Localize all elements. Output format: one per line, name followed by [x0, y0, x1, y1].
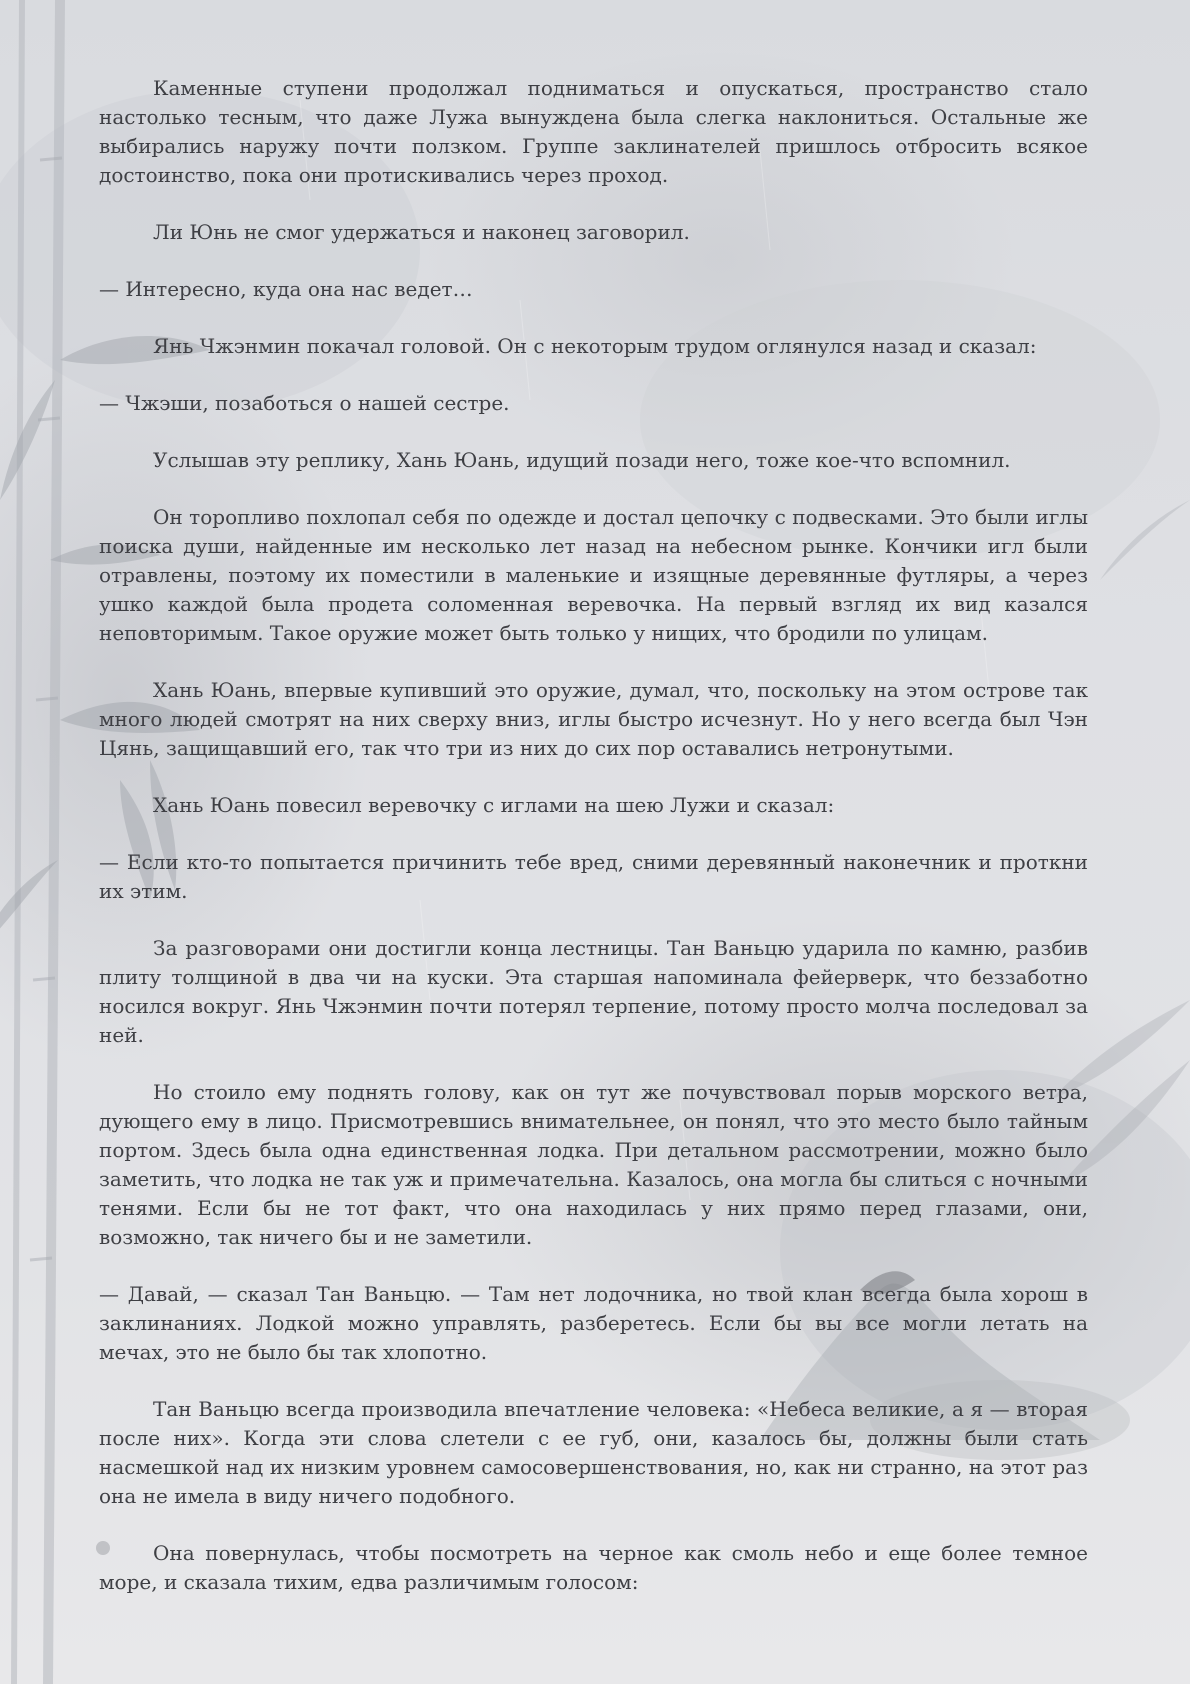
dialogue-line: — Если кто-то попытается причинить тебе вред, сними деревянный наконечник и проткни их этим.	[99, 850, 1088, 903]
dialogue-line: — Интересно, куда она нас ведет…	[99, 277, 473, 301]
dialogue-line: — Чжэши, позаботься о нашей сестре.	[99, 391, 510, 415]
paragraph: Услышав эту реплику, Хань Юань, идущий позади него, тоже кое-что вспомнил.	[153, 448, 1011, 472]
paragraph: Она повернулась, чтобы посмотреть на черное как смоль небо и еще более темное море, и сказала тихим, едва различимым голосом:	[99, 1541, 1088, 1594]
paragraph: Ли Юнь не смог удержаться и наконец заговорил.	[153, 220, 690, 244]
dialogue-line: — Давай, — сказал Тан Ваньцю. — Там нет лодочника, но твой клан всегда была хорош в заклинаниях. Лодкой можно управлять, разберетесь. Если бы вы все могли летать на мечах, это не было бы так хлопотно.	[99, 1282, 1088, 1364]
paragraph: Хань Юань, впервые купивший это оружие, думал, что, поскольку на этом острове так много людей смотрят на них сверху вниз, иглы быстро исчезнут. Но у него всегда был Чэн Цянь, защищавший его, так что три из них до сих пор оставались нетронутыми.	[99, 678, 1088, 760]
story-text	[99, 74, 1088, 1597]
paragraph: За разговорами они достигли конца лестницы. Тан Ваньцю ударила по камню, разбив плиту толщиной в два чи на куски. Эта старшая напоминала фейерверк, что беззаботно носился вокруг. Янь Чжэнмин почти потерял терпение, потому просто молча последовал за ней.	[99, 936, 1088, 1047]
paragraph: Но стоило ему поднять голову, как он тут же почувствовал порыв морского ветра, дующего ему в лицо. Присмотревшись внимательнее, он понял, что это место было тайным портом. Здесь была одна единственная лодка. При детальном рассмотрении, можно было заметить, что лодка не так уж и примечательна. Казалось, она могла бы слиться с ночными тенями. Если бы не тот факт, что она находилась у них прямо перед глазами, они, возможно, так ничего бы и не заметили.	[99, 1080, 1088, 1249]
paragraph: Каменные ступени продолжал подниматься и опускаться, пространство стало настолько тесным, что даже Лужа вынуждена была слегка наклониться. Остальные же выбирались наружу почти ползком. Группе заклинателей пришлось отбросить всякое достоинство, пока они протискивались через проход.	[99, 76, 1088, 187]
paragraph: Янь Чжэнмин покачал головой. Он с некоторым трудом оглянулся назад и сказал:	[153, 334, 1037, 358]
paragraph: Он торопливо похлопал себя по одежде и достал цепочку с подвесками. Это были иглы поиска души, найденные им несколько лет назад на небесном рынке. Кончики игл были отравлены, поэтому их поместили в маленькие и изящные деревянные футляры, а через ушко каждой была продета соломенная веревочка. На первый взгляд их вид казался неповторимым. Такое оружие может быть только у нищих, что бродили по улицам.	[99, 505, 1088, 645]
paragraph: Тан Ваньцю всегда производила впечатление человека: «Небеса великие, а я — вторая после них». Когда эти слова слетели с ее губ, они, казалось бы, должны были стать насмешкой над их низким уровнем самосовершенствования, но, как ни странно, на этот раз она не имела в виду ничего подобного.	[99, 1397, 1088, 1508]
paragraph: Хань Юань повесил веревочку с иглами на шею Лужи и сказал:	[153, 793, 835, 817]
